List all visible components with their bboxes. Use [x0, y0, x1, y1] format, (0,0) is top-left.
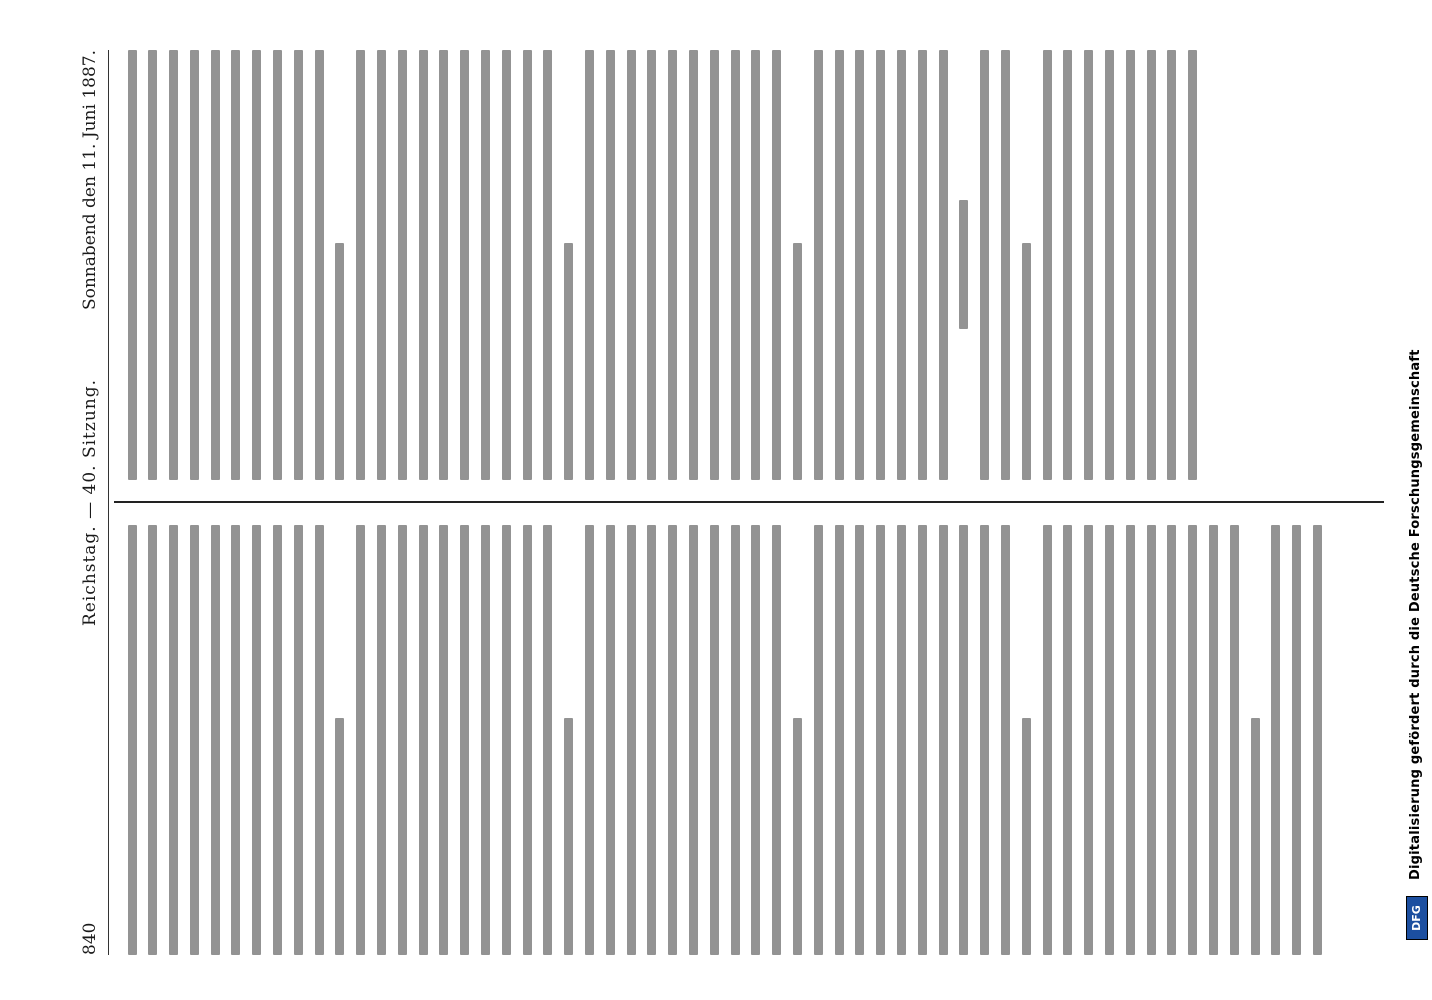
text-line [995, 525, 1016, 955]
text-line [850, 525, 871, 955]
text-line [580, 50, 601, 480]
illegible-text-mark [273, 525, 282, 955]
text-line [808, 525, 829, 955]
text-line [767, 525, 788, 955]
illegible-text-mark [606, 525, 615, 955]
illegible-text-mark [772, 525, 781, 955]
text-line [351, 50, 372, 480]
text-line [725, 525, 746, 955]
text-line [1183, 525, 1204, 955]
illegible-text-mark [1043, 525, 1052, 955]
text-line [247, 525, 268, 955]
illegible-text-mark [647, 50, 656, 480]
illegible-text-mark [502, 525, 511, 955]
illegible-text-mark [543, 50, 552, 480]
text-line [1099, 525, 1120, 955]
illegible-text-mark [1084, 525, 1093, 955]
illegible-text-mark [897, 525, 906, 955]
illegible-text-mark [460, 50, 469, 480]
illegible-text-mark [1167, 525, 1176, 955]
text-line [684, 525, 705, 955]
illegible-text-mark [398, 525, 407, 955]
text-line [933, 525, 954, 955]
illegible-text-mark [481, 525, 490, 955]
illegible-text-mark [564, 244, 573, 481]
text-line [226, 50, 247, 480]
illegible-text-mark [439, 50, 448, 480]
text-line [372, 50, 393, 480]
illegible-text-mark [356, 525, 365, 955]
illegible-text-mark [523, 525, 532, 955]
illegible-text-mark [419, 50, 428, 480]
left-column [122, 525, 1372, 955]
illegible-text-mark [1147, 50, 1156, 480]
illegible-text-mark [1167, 50, 1176, 480]
text-line [413, 50, 434, 480]
text-line [392, 525, 413, 955]
text-line [1183, 50, 1204, 480]
illegible-text-mark [1022, 719, 1031, 956]
text-line [205, 50, 226, 480]
illegible-text-mark [190, 50, 199, 480]
text-line [600, 525, 621, 955]
text-line [392, 50, 413, 480]
session-date: Sonnabend den 11. Juni 1887. [80, 50, 100, 311]
illegible-text-mark [1209, 525, 1218, 955]
text-line [663, 525, 684, 955]
illegible-text-mark [252, 50, 261, 480]
text-line [330, 50, 351, 480]
illegible-text-mark [1043, 50, 1052, 480]
text-line [704, 525, 725, 955]
illegible-text-mark [731, 525, 740, 955]
illegible-text-mark [564, 719, 573, 956]
text-line [684, 50, 705, 480]
text-line [1307, 525, 1328, 955]
text-line [829, 525, 850, 955]
illegible-text-mark [835, 525, 844, 955]
text-line [725, 50, 746, 480]
illegible-text-mark [1063, 50, 1072, 480]
text-line [829, 50, 850, 480]
illegible-text-mark [543, 525, 552, 955]
right-column [122, 50, 1372, 480]
illegible-text-mark [959, 525, 968, 955]
illegible-text-mark [731, 50, 740, 480]
text-line [891, 525, 912, 955]
text-line [559, 50, 580, 480]
illegible-text-mark [148, 525, 157, 955]
text-line [205, 525, 226, 955]
illegible-text-mark [1147, 525, 1156, 955]
illegible-text-mark [252, 525, 261, 955]
text-line [975, 50, 996, 480]
illegible-text-mark [377, 525, 386, 955]
text-line [351, 525, 372, 955]
text-line [434, 525, 455, 955]
text-line [164, 525, 185, 955]
illegible-text-mark [585, 525, 594, 955]
illegible-text-mark [585, 50, 594, 480]
text-line [1099, 50, 1120, 480]
text-line [143, 50, 164, 480]
text-line [1016, 50, 1037, 480]
credit-text: Digitalisierung gefördert durch die Deutsche Forschungsgemeinschaft [1408, 349, 1423, 880]
text-line [476, 50, 497, 480]
illegible-text-mark [1084, 50, 1093, 480]
text-line [309, 525, 330, 955]
text-line [517, 525, 538, 955]
illegible-text-mark [294, 525, 303, 955]
illegible-text-mark [356, 50, 365, 480]
illegible-text-mark [231, 50, 240, 480]
illegible-text-mark [876, 525, 885, 955]
text-line [850, 50, 871, 480]
text-line [871, 525, 892, 955]
illegible-text-mark [439, 525, 448, 955]
illegible-text-mark [128, 50, 137, 480]
illegible-text-mark [377, 50, 386, 480]
text-line [871, 50, 892, 480]
illegible-text-mark [814, 50, 823, 480]
illegible-text-mark [398, 50, 407, 480]
illegible-text-mark [606, 50, 615, 480]
text-line [1120, 525, 1141, 955]
illegible-text-mark [1022, 244, 1031, 481]
text-line [621, 50, 642, 480]
text-line [933, 50, 954, 480]
illegible-text-mark [1188, 50, 1197, 480]
text-line [330, 525, 351, 955]
text-line [621, 525, 642, 955]
running-head [80, 50, 110, 955]
illegible-text-mark [835, 50, 844, 480]
illegible-text-mark [814, 525, 823, 955]
text-line [746, 50, 767, 480]
illegible-text-mark [315, 525, 324, 955]
text-line [995, 50, 1016, 480]
text-line [268, 525, 289, 955]
text-line [767, 50, 788, 480]
illegible-text-mark [335, 244, 344, 481]
dfg-logo: DFG [1406, 896, 1428, 940]
illegible-text-mark [918, 50, 927, 480]
illegible-text-mark [959, 201, 968, 330]
illegible-text-mark [169, 50, 178, 480]
text-line [538, 50, 559, 480]
text-line [1203, 525, 1224, 955]
illegible-text-mark [627, 525, 636, 955]
text-line [309, 50, 330, 480]
text-line [1245, 525, 1266, 955]
illegible-text-mark [460, 525, 469, 955]
illegible-text-mark [939, 525, 948, 955]
illegible-text-mark [1313, 525, 1322, 955]
illegible-text-mark [939, 50, 948, 480]
running-title: Reichstag. — 40. Sitzung. [80, 378, 100, 627]
illegible-text-mark [647, 525, 656, 955]
illegible-text-mark [793, 719, 802, 956]
text-line [746, 525, 767, 955]
text-line [288, 525, 309, 955]
illegible-text-mark [1105, 525, 1114, 955]
illegible-text-mark [231, 525, 240, 955]
text-line [538, 525, 559, 955]
text-line [434, 50, 455, 480]
illegible-text-mark [419, 525, 428, 955]
illegible-text-mark [751, 525, 760, 955]
illegible-text-mark [315, 50, 324, 480]
illegible-text-mark [1251, 719, 1260, 956]
text-line [663, 50, 684, 480]
text-line [954, 525, 975, 955]
text-line [1162, 525, 1183, 955]
text-line [455, 525, 476, 955]
illegible-text-mark [502, 50, 511, 480]
header-rule [108, 50, 109, 955]
text-line [808, 50, 829, 480]
text-line [164, 50, 185, 480]
illegible-text-mark [335, 719, 344, 956]
illegible-text-mark [211, 525, 220, 955]
illegible-text-mark [1001, 525, 1010, 955]
illegible-text-mark [523, 50, 532, 480]
illegible-text-mark [1126, 525, 1135, 955]
text-line [517, 50, 538, 480]
illegible-text-mark [1105, 50, 1114, 480]
illegible-text-mark [128, 525, 137, 955]
text-line [975, 525, 996, 955]
text-line [1162, 50, 1183, 480]
text-line [642, 50, 663, 480]
text-line [496, 50, 517, 480]
text-line [600, 50, 621, 480]
illegible-text-mark [855, 525, 864, 955]
illegible-text-mark [980, 50, 989, 480]
text-line [1266, 525, 1287, 955]
illegible-text-mark [481, 50, 490, 480]
text-line [1016, 525, 1037, 955]
illegible-text-mark [1271, 525, 1280, 955]
illegible-text-mark [772, 50, 781, 480]
illegible-text-mark [294, 50, 303, 480]
text-line [122, 50, 143, 480]
illegible-text-mark [211, 50, 220, 480]
text-line [912, 50, 933, 480]
text-line [226, 525, 247, 955]
text-line [1141, 525, 1162, 955]
text-line [1079, 525, 1100, 955]
text-line [288, 50, 309, 480]
illegible-text-mark [1001, 50, 1010, 480]
text-line [1058, 50, 1079, 480]
illegible-text-mark [190, 525, 199, 955]
text-line [1224, 525, 1245, 955]
document-sheet [70, 50, 1400, 955]
illegible-text-mark [1292, 525, 1301, 955]
text-line [247, 50, 268, 480]
text-line [268, 50, 289, 480]
illegible-text-mark [668, 525, 677, 955]
text-line [1037, 50, 1058, 480]
text-line [184, 50, 205, 480]
illegible-text-mark [918, 525, 927, 955]
text-line [143, 525, 164, 955]
illegible-text-mark [710, 50, 719, 480]
text-line [1037, 525, 1058, 955]
text-line [912, 525, 933, 955]
illegible-text-mark [689, 50, 698, 480]
illegible-text-mark [855, 50, 864, 480]
illegible-text-mark [668, 50, 677, 480]
footer-credit [1402, 0, 1432, 1000]
illegible-text-mark [1126, 50, 1135, 480]
text-line [580, 525, 601, 955]
text-line [788, 50, 809, 480]
illegible-text-mark [1188, 525, 1197, 955]
text-line [954, 50, 975, 480]
text-line [413, 525, 434, 955]
illegible-text-mark [897, 50, 906, 480]
illegible-text-mark [980, 525, 989, 955]
text-line [1058, 525, 1079, 955]
text-line [891, 50, 912, 480]
illegible-text-mark [273, 50, 282, 480]
text-line [184, 525, 205, 955]
illegible-text-mark [169, 525, 178, 955]
illegible-text-mark [751, 50, 760, 480]
text-line [559, 525, 580, 955]
column-divider [114, 501, 1384, 503]
text-line [1287, 525, 1308, 955]
text-line [455, 50, 476, 480]
text-line [788, 525, 809, 955]
text-line [372, 525, 393, 955]
text-line [496, 525, 517, 955]
illegible-text-mark [710, 525, 719, 955]
text-line [642, 525, 663, 955]
illegible-text-mark [1063, 525, 1072, 955]
illegible-text-mark [148, 50, 157, 480]
illegible-text-mark [876, 50, 885, 480]
text-line [1079, 50, 1100, 480]
page-number: 840 [80, 922, 100, 955]
text-line [704, 50, 725, 480]
illegible-text-mark [689, 525, 698, 955]
illegible-text-mark [627, 50, 636, 480]
text-line [122, 525, 143, 955]
illegible-text-mark [1230, 525, 1239, 955]
text-line [1120, 50, 1141, 480]
illegible-text-mark [793, 244, 802, 481]
text-line [1141, 50, 1162, 480]
text-line [476, 525, 497, 955]
